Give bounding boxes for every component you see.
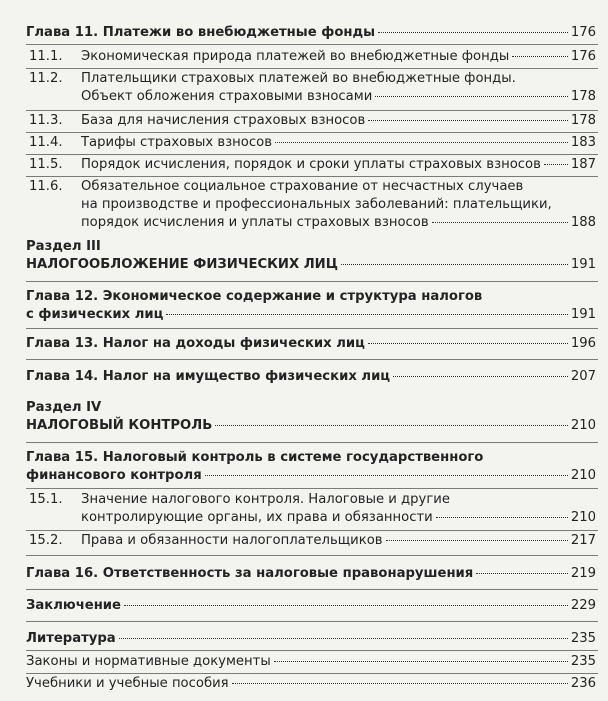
page-number: 188 — [570, 215, 596, 230]
toc-item-15-1[interactable] — [26, 491, 596, 527]
leader-dots — [232, 682, 568, 684]
toc-chapter-11[interactable] — [26, 24, 596, 42]
divider — [26, 44, 598, 45]
toc-chapter-title: Глава 13. Налог на доходы физических лиц — [26, 336, 365, 351]
toc-chapter-16[interactable] — [26, 565, 596, 583]
divider — [26, 589, 598, 590]
section-title: НАЛОГОВЫЙ КОНТРОЛЬ — [26, 418, 213, 433]
leader-dots — [275, 141, 568, 143]
toc-item-11-3[interactable] — [26, 112, 596, 130]
toc-chapter-14[interactable] — [26, 368, 596, 386]
leader-dots — [341, 263, 568, 265]
toc-conclusion[interactable] — [26, 597, 596, 615]
toc-item-title-line: Плательщики страховых платежей во внебюджетные фонды. — [81, 71, 516, 86]
page-number: 236 — [570, 676, 596, 691]
toc-item-title: База для начисления страховых взносов — [81, 113, 366, 128]
toc-chapter-13[interactable] — [26, 335, 596, 353]
section-label: Раздел IV — [26, 400, 102, 415]
page-number: 219 — [570, 566, 596, 581]
toc-item-title: Права и обязанности налогоплательщиков — [81, 533, 383, 548]
divider — [26, 359, 598, 360]
toc-item-title: Законы и нормативные документы — [26, 654, 271, 669]
section-title: НАЛОГООБЛОЖЕНИЕ ФИЗИЧЕСКИХ ЛИЦ — [26, 257, 338, 272]
toc-item-number: 11.1. — [29, 49, 63, 64]
toc-item-title-line: Обязательное социальное страхование от несчастных случаев — [81, 179, 524, 194]
toc-item-title-line: на производстве и профессиональных заболеваний: плательщики, — [81, 197, 552, 212]
toc-literature-textbooks[interactable] — [26, 675, 596, 693]
toc-chapter-title: Глава 16. Ответственность за налоговые правонарушения — [26, 566, 474, 581]
leader-dots — [368, 342, 568, 344]
toc-item-11-5[interactable] — [26, 156, 596, 174]
toc-item-title-line: контролирующие органы, их права и обязанности — [81, 510, 433, 525]
toc-item-number: 11.5. — [29, 157, 63, 172]
divider — [26, 555, 598, 556]
toc-item-15-2[interactable] — [26, 532, 596, 550]
page-number: 235 — [570, 654, 596, 669]
divider — [26, 176, 598, 177]
toc-item-title-line: Значение налогового контроля. Налоговые и другие — [81, 492, 450, 507]
toc-item-title: Порядок исчисления, порядок и сроки уплаты страховых взносов — [81, 157, 541, 172]
leader-dots — [476, 572, 568, 574]
toc-item-11-6[interactable] — [26, 178, 596, 232]
toc-section-4[interactable] — [26, 399, 596, 435]
toc-chapter-title-line: финансового контроля — [26, 468, 202, 483]
divider — [26, 621, 598, 622]
leader-dots — [378, 31, 568, 33]
page-number: 178 — [570, 113, 596, 128]
leader-dots — [119, 637, 568, 639]
toc-item-11-4[interactable] — [26, 134, 596, 152]
leader-dots — [215, 424, 568, 426]
toc-item-number: 11.6. — [29, 179, 63, 194]
section-label: Раздел III — [26, 239, 101, 254]
toc-chapter-12[interactable] — [26, 288, 596, 324]
page-number: 235 — [570, 631, 596, 646]
page-number: 196 — [570, 336, 596, 351]
page-number: 191 — [570, 307, 596, 322]
leader-dots — [512, 55, 568, 57]
divider — [26, 110, 598, 111]
divider — [26, 650, 598, 651]
divider — [26, 442, 598, 443]
leader-dots — [436, 516, 568, 518]
toc-item-number: 11.2. — [29, 71, 63, 86]
page-number: 217 — [570, 533, 596, 548]
page-number: 176 — [570, 49, 596, 64]
leader-dots — [368, 119, 568, 121]
leader-dots — [274, 660, 568, 662]
toc-item-number: 11.4. — [29, 135, 63, 150]
leader-dots — [375, 95, 568, 97]
page-number: 210 — [570, 418, 596, 433]
toc-literature-laws[interactable] — [26, 653, 596, 671]
toc-item-number: 15.2. — [29, 533, 63, 548]
toc-item-title: Экономическая природа платежей во внебюджетные фонды — [81, 49, 510, 64]
page-number: 176 — [570, 25, 596, 40]
divider — [26, 530, 598, 531]
toc-item-11-1[interactable] — [26, 48, 596, 66]
toc-item-title: Учебники и учебные пособия — [26, 676, 229, 691]
toc-item-title: Тарифы страховых взносов — [81, 135, 272, 150]
page-number: 183 — [570, 135, 596, 150]
toc-item-title-line: Объект обложения страховыми взносами — [81, 89, 373, 104]
leader-dots — [124, 604, 568, 606]
leader-dots — [386, 539, 568, 541]
divider — [26, 328, 598, 329]
toc-chapter-title-line: Глава 12. Экономическое содержание и структура налогов — [26, 289, 483, 304]
toc-chapter-15[interactable] — [26, 449, 596, 485]
toc-chapter-title: Глава 14. Налог на имущество физических лиц — [26, 369, 391, 384]
page-number: 187 — [570, 157, 596, 172]
toc-chapter-title-line: с физических лиц — [26, 307, 164, 322]
toc-item-11-2[interactable] — [26, 70, 596, 106]
toc-chapter-title: Заключение — [26, 598, 121, 613]
divider — [26, 68, 598, 69]
toc-chapter-title: Глава 11. Платежи во внебюджетные фонды — [26, 25, 376, 40]
divider — [26, 281, 598, 282]
leader-dots — [544, 163, 568, 165]
leader-dots — [432, 221, 568, 223]
leader-dots — [166, 313, 567, 315]
toc-literature[interactable] — [26, 630, 596, 648]
page-number: 229 — [570, 598, 596, 613]
toc-item-number: 15.1. — [29, 492, 63, 507]
page-number: 207 — [570, 369, 596, 384]
page-number: 178 — [570, 89, 596, 104]
divider — [26, 154, 598, 155]
toc-chapter-title: Литература — [26, 631, 116, 646]
toc-section-3[interactable] — [26, 238, 596, 274]
page-number: 210 — [570, 468, 596, 483]
toc-item-number: 11.3. — [29, 113, 63, 128]
toc-chapter-title-line: Глава 15. Налоговый контроль в системе государственного — [26, 450, 484, 465]
page-number: 210 — [570, 510, 596, 525]
leader-dots — [393, 375, 568, 377]
divider — [26, 132, 598, 133]
page-number: 191 — [570, 257, 596, 272]
divider — [26, 488, 598, 489]
leader-dots — [205, 474, 568, 476]
divider — [26, 673, 598, 674]
toc-item-title-line: порядок исчисления и уплаты страховых взносов — [81, 215, 429, 230]
